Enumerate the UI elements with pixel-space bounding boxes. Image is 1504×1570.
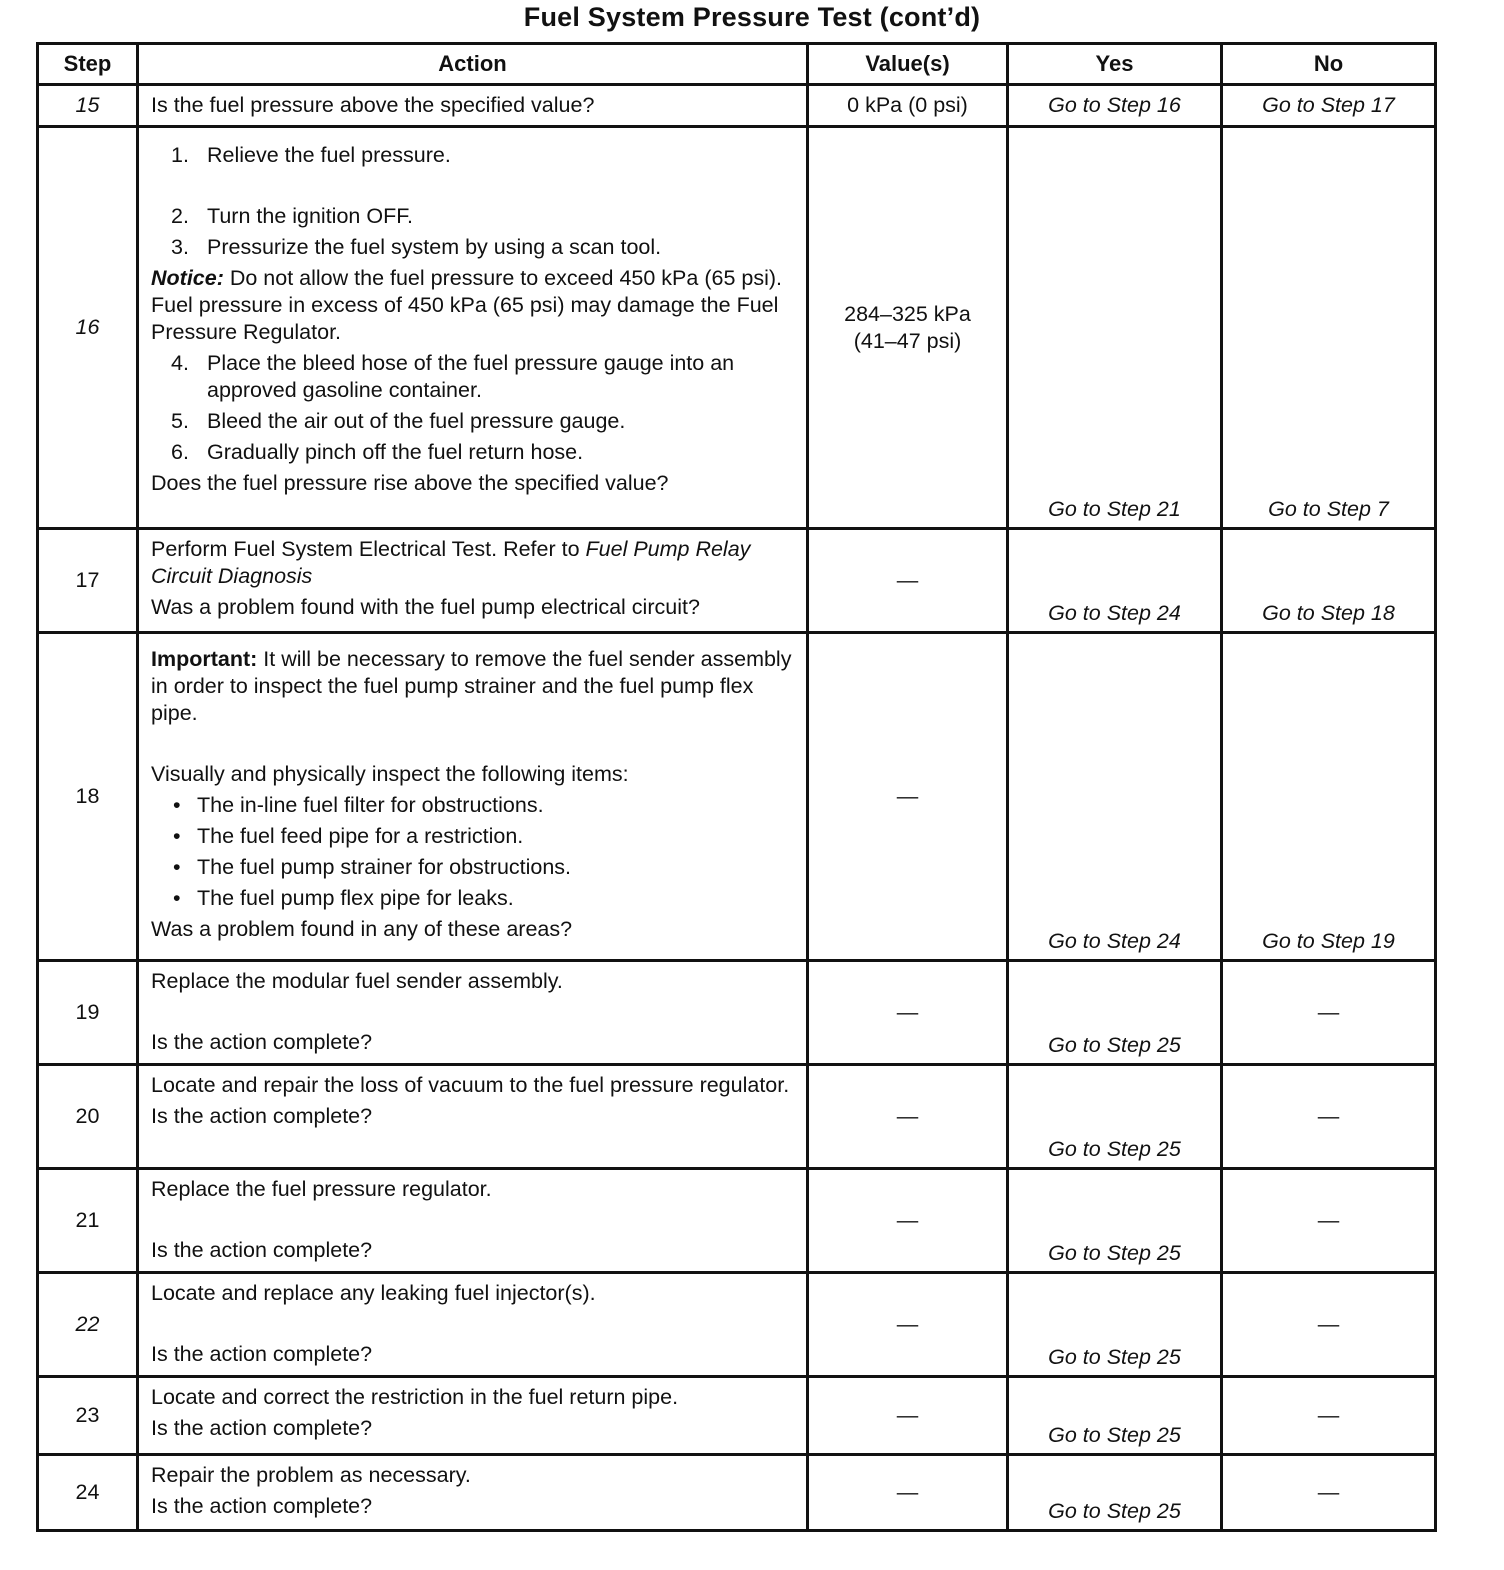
value-cell: 0 kPa (0 psi) [808,85,1008,127]
yes-cell: Go to Step 25 [1008,1377,1222,1455]
no-cell: Go to Step 7 [1222,127,1436,529]
yes-cell: Go to Step 24 [1008,529,1222,633]
step-number: 15 [38,85,138,127]
no-cell: — [1222,1377,1436,1455]
action-cell [138,85,808,127]
question-text: Is the action complete? [151,1104,373,1128]
action-cell: Replace the fuel pressure regulator. Is the action complete? [138,1169,808,1273]
list-item: 4. Place the bleed hose of the fuel pressure gauge into an approved gasoline container. [171,351,735,402]
list-item: 2. Turn the ignition OFF. [171,204,413,228]
yes-cell: Go to Step 25 [1008,1169,1222,1273]
yes-cell: Go to Step 16 [1008,85,1222,127]
list-item: • The fuel pump strainer for obstructions. [173,855,572,879]
list-item: • The in-line fuel filter for obstructions. [173,793,544,817]
value-cell: — [808,961,1008,1065]
action-cell: Repair the problem as necessary. Is the action complete? [138,1455,808,1531]
action-cell: Locate and replace any leaking fuel injector(s). Is the action complete? [138,1273,808,1377]
yes-cell: Go to Step 25 [1008,961,1222,1065]
yes-cell: Go to Step 25 [1008,1065,1222,1169]
procedure-table [36,42,1437,1532]
yes-cell: Go to Step 25 [1008,1455,1222,1531]
question-text: Was a problem found in any of these areas? [151,917,573,941]
no-cell: — [1222,1455,1436,1531]
table-row [38,127,1436,529]
step-number: 20 [38,1065,138,1169]
question-text: Does the fuel pressure rise above the specified value? [151,471,669,495]
step-number: 21 [38,1169,138,1273]
value-cell: — [808,633,1008,961]
value-cell: — [808,529,1008,633]
question-text: Is the action complete? [151,1030,373,1054]
step-number: 23 [38,1377,138,1455]
step-number: 18 [38,633,138,961]
action-cell: Replace the modular fuel sender assembly. Is the action complete? [138,961,808,1065]
yes-cell: Go to Step 21 [1008,127,1222,529]
action-cell: Important: It will be necessary to remove the fuel sender assembly in order to inspect the fuel pump strainer and the fuel pump flex pipe. Visually and physically inspect the following items: • The in-line fuel filter for obstructions. • The fuel feed pipe for a restriction. • The fuel pump strainer for obstructions. • The fuel pump flex pipe for leaks. Was a problem found in any of these areas? [138,633,808,961]
table-row [38,633,1436,961]
step-number: 22 [38,1273,138,1377]
table-row [38,1065,1436,1169]
important-paragraph: Important: It will be necessary to remove the fuel sender assembly in order to inspect the fuel pump strainer and the fuel pump flex pipe. [151,647,792,725]
table-row [38,1273,1436,1377]
list-item: • The fuel pump flex pipe for leaks. [173,886,514,910]
step-number: 16 [38,127,138,529]
step-number: 19 [38,961,138,1065]
value-cell: 284–325 kPa (41–47 psi) [808,127,1008,529]
yes-cell: Go to Step 25 [1008,1273,1222,1377]
page-title: Fuel System Pressure Test (cont’d) [523,2,981,32]
action-text: Is the fuel pressure above the specified value? [151,93,595,117]
header-action: Action [138,44,808,85]
question-text: Is the action complete? [151,1342,373,1366]
table-row [38,1169,1436,1273]
header-yes: Yes [1008,44,1222,85]
notice-label: Notice: [151,266,224,290]
no-cell: — [1222,1065,1436,1169]
no-cell: Go to Step 17 [1222,85,1436,127]
value-cell: — [808,1065,1008,1169]
value-cell: — [808,1377,1008,1455]
table-row [38,529,1436,633]
header-row [38,44,1436,85]
value-cell: — [808,1455,1008,1531]
header-no: No [1222,44,1436,85]
table-row [38,1455,1436,1531]
action-cell: Perform Fuel System Electrical Test. Refer to Fuel Pump Relay Circuit Diagnosis Was a problem found with the fuel pump electrical circuit? [138,529,808,633]
table-row [38,961,1436,1065]
notice-paragraph: Notice: Do not allow the fuel pressure to exceed 450 kPa (65 psi). Fuel pressure in excess of 450 kPa (65 psi) may damage the Fuel Pressure Regulator. [151,266,782,344]
question-text: Is the action complete? [151,1494,373,1518]
important-label: Important: [151,647,258,671]
table-row [38,85,1436,127]
list-item: 5. Bleed the air out of the fuel pressure gauge. [171,409,626,433]
value-cell: — [808,1273,1008,1377]
question-text: Was a problem found with the fuel pump electrical circuit? [151,595,700,619]
header-values: Value(s) [808,44,1008,85]
yes-cell: Go to Step 24 [1008,633,1222,961]
action-cell [138,127,808,529]
action-cell: Locate and repair the loss of vacuum to the fuel pressure regulator. Is the action complete? [138,1065,808,1169]
action-cell: Locate and correct the restriction in the fuel return pipe. Is the action complete? [138,1377,808,1455]
question-text: Is the action complete? [151,1238,373,1262]
list-item: • The fuel feed pipe for a restriction. [173,824,524,848]
list-item: 1. Relieve the fuel pressure. [171,143,451,167]
step-number: 17 [38,529,138,633]
no-cell: Go to Step 18 [1222,529,1436,633]
step-number: 24 [38,1455,138,1531]
list-item: 6. Gradually pinch off the fuel return hose. [171,440,584,464]
header-step: Step [38,44,138,85]
value-cell: — [808,1169,1008,1273]
no-cell: — [1222,1169,1436,1273]
list-item: 3. Pressurize the fuel system by using a scan tool. [171,235,662,259]
no-cell: Go to Step 19 [1222,633,1436,961]
reference-link: Fuel Pump Relay Circuit Diagnosis [151,537,751,588]
no-cell: — [1222,961,1436,1065]
question-text: Is the action complete? [151,1416,373,1440]
no-cell: — [1222,1273,1436,1377]
table-row [38,1377,1436,1455]
